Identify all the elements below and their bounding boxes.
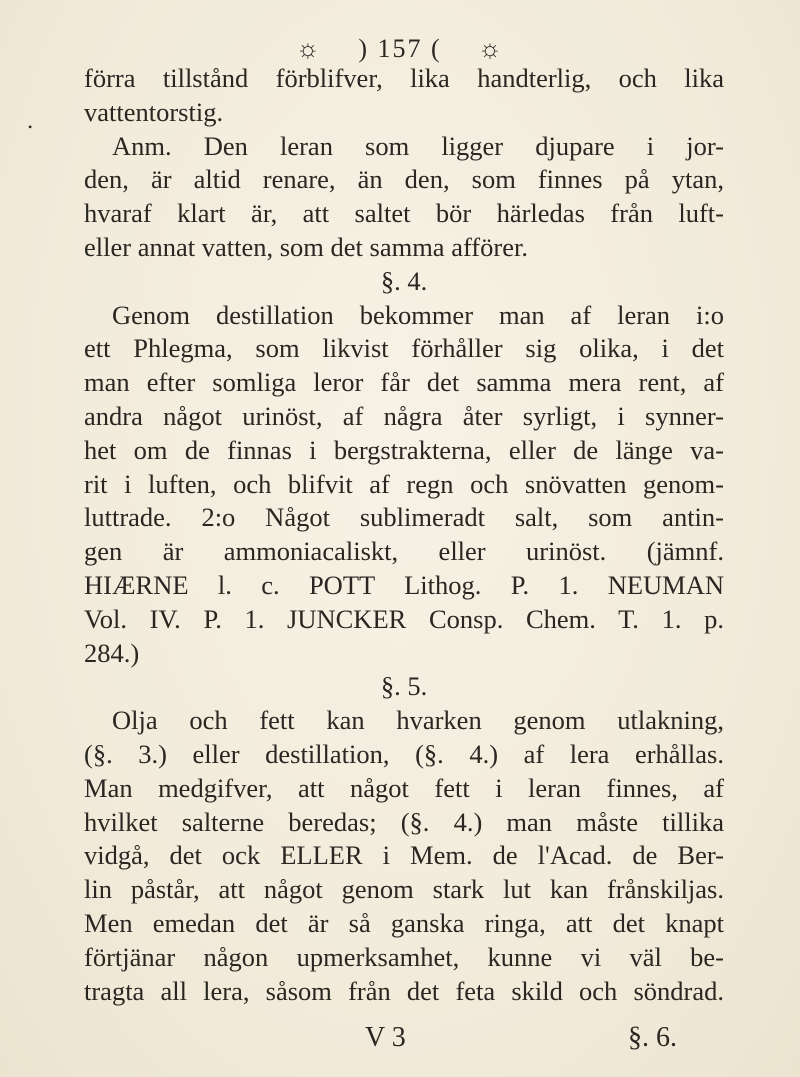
text-line: förra tillstånd förblifver, lika handterlig, och lika <box>84 63 724 93</box>
section-heading: §. 5. <box>380 671 428 702</box>
text-line: vattentorstig. <box>84 96 224 127</box>
paragraph-start-line: Olja och fett kan hvarken genom utlakning, <box>112 705 724 736</box>
text-line: hvilket salterne beredas; (§. 4.) man måste tillika <box>84 806 724 837</box>
text-line: (§. 3.) eller destillation, (§. 4.) af lera erhållas. <box>84 738 724 769</box>
text-line: eller annat vatten, som det samma afförer. <box>84 231 528 262</box>
text-line: man efter somliga leror får det samma mera rent, af <box>84 367 724 398</box>
text-line: andra något urinöst, af några åter syrligt, i synner- <box>84 400 724 431</box>
text-line: lin påstår, att något genom stark lut kan frånskiljas. <box>84 874 724 905</box>
paragraph-start-line: Genom destillation bekommer man af leran i:o <box>112 299 724 330</box>
text-line: 284.) <box>84 637 140 668</box>
text-line: HIÆRNE l. c. POTT Lithog. P. 1. NEUMAN <box>84 569 724 600</box>
body-text <box>84 62 724 1008</box>
text-line: vidgå, det ock ELLER i Mem. de l'Acad. de Ber- <box>84 840 724 871</box>
text-line: luttrade. 2:o Något sublimeradt salt, som antin- <box>84 502 724 533</box>
text-line: ett Phlegma, som likvist förhåller sig olika, i det <box>84 333 724 364</box>
note-start-line: Anm. Den leran som ligger djupare i jor- <box>112 130 724 161</box>
catchword: §. 6. <box>628 1022 677 1053</box>
text-line: Man medgifver, att något fett i leran finnes, af <box>84 772 724 803</box>
page-number: ) 157 ( <box>358 34 442 63</box>
margin-dot: • <box>28 120 33 134</box>
ornament-right-icon: ☼ <box>478 34 504 63</box>
section-heading: §. 4. <box>380 265 428 296</box>
text-line: het om de finnas i bergstrakterna, eller de länge va- <box>84 434 724 465</box>
text-line: förtjänar någon upmerksamhet, kunne vi väl be- <box>84 941 724 972</box>
ornament-left-icon: ☼ <box>295 34 322 63</box>
signature-mark: V 3 <box>365 1022 406 1053</box>
text-line: hvaraf klart är, att saltet bör härledas från luft- <box>84 198 724 229</box>
text-line: Men emedan det är så ganska ringa, att det knapt <box>84 907 724 938</box>
text-line: gen är ammoniacaliskt, eller urinöst. (jämnf. <box>84 536 724 567</box>
text-line: den, är altid renare, än den, som finnes på ytan, <box>84 164 724 195</box>
page-header <box>0 34 800 64</box>
text-line: rit i luften, och blifvit af regn och snövatten genom- <box>84 468 724 499</box>
text-line: Vol. IV. P. 1. JUNCKER Consp. Chem. T. 1. p. <box>84 603 724 634</box>
text-line: tragta all lera, såsom från det feta skild och söndrad. <box>84 975 724 1006</box>
